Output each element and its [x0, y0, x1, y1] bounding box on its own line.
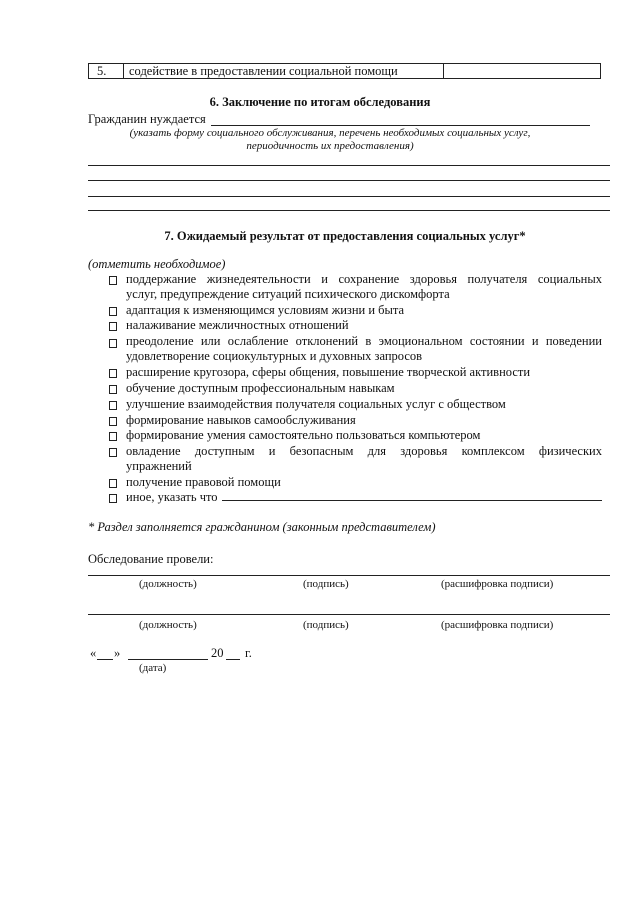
- date-quote-close: »: [114, 646, 121, 660]
- section6-hint-2: периодичность их предоставления): [246, 140, 414, 152]
- checkbox-8[interactable]: [109, 417, 117, 426]
- signature-caption-1: (подпись): [303, 578, 349, 590]
- survey-conducted-label: Обследование провели:: [88, 552, 214, 566]
- item-10-line1: овладение доступным и безопасным для здоровья комплексом физических: [126, 444, 602, 458]
- services-table-row: [88, 63, 601, 79]
- checkbox-10[interactable]: [109, 448, 117, 457]
- item-8: формирование навыков самообслуживания: [126, 413, 356, 427]
- signature-line-1[interactable]: [88, 575, 610, 576]
- checkbox-3[interactable]: [109, 322, 117, 331]
- section6-title: 6. Заключение по итогам обследования: [209, 95, 431, 109]
- item-4-line1: преодоление или ослабление отклонений в эмоциональном состоянии и поведении: [126, 334, 602, 348]
- item-7: улучшение взаимодействия получателя социальных услуг с обществом: [126, 397, 506, 411]
- section7-note: (отметить необходимое): [88, 257, 226, 271]
- item-1-line1: поддержание жизнедеятельности и сохранение здоровья получателя социальных: [126, 272, 602, 286]
- other-specify-line[interactable]: [222, 500, 602, 501]
- checkbox-2[interactable]: [109, 307, 117, 316]
- citizen-needs-line: [211, 125, 590, 126]
- date-year-line[interactable]: [226, 659, 240, 660]
- table-row-divider-1: [123, 64, 124, 78]
- date-quote-open: «: [90, 646, 97, 660]
- section7-title: 7. Ожидаемый результат от предоставления социальных услуг*: [164, 229, 526, 243]
- item-10-line2: упражнений: [126, 459, 192, 473]
- checkbox-11[interactable]: [109, 479, 117, 488]
- conclusion-line-2: [88, 180, 610, 181]
- citizen-needs-label: Гражданин нуждается: [88, 112, 206, 126]
- position-caption-2: (должность): [139, 619, 197, 631]
- item-1-line2: услуг, предупреждение ситуаций психического дискомфорта: [126, 287, 450, 301]
- position-caption-1: (должность): [139, 578, 197, 590]
- item-9: формирование умения самостоятельно пользоваться компьютером: [126, 428, 481, 442]
- checkbox-4[interactable]: [109, 339, 117, 348]
- item-11: получение правовой помощи: [126, 475, 281, 489]
- checkbox-9[interactable]: [109, 432, 117, 441]
- item-6: обучение доступным профессиональным навыкам: [126, 381, 395, 395]
- date-year-prefix: 20: [211, 646, 224, 660]
- date-month-line[interactable]: [128, 659, 208, 660]
- date-year-suffix: г.: [245, 646, 252, 660]
- date-caption: (дата): [139, 662, 167, 674]
- conclusion-line-1: [88, 165, 610, 166]
- item-4-line2: удовлетворение социокультурных и духовных запросов: [126, 349, 423, 363]
- item-2: адаптация к изменяющимся условиям жизни и быта: [126, 303, 405, 317]
- conclusion-line-3: [88, 196, 610, 197]
- item-3: налаживание межличностных отношений: [126, 318, 349, 332]
- checkbox-12[interactable]: [109, 494, 117, 503]
- table-row-divider-2: [443, 64, 444, 78]
- signature-line-2[interactable]: [88, 614, 610, 615]
- section6-hint-1: (указать форму социального обслуживания, перечень необходимых социальных услуг,: [129, 127, 531, 139]
- decoding-caption-1: (расшифровка подписи): [441, 578, 554, 590]
- table-row-number: 5.: [97, 64, 107, 78]
- checkbox-6[interactable]: [109, 385, 117, 394]
- checkbox-1[interactable]: [109, 276, 117, 285]
- signature-caption-2: (подпись): [303, 619, 349, 631]
- checkbox-5[interactable]: [109, 369, 117, 378]
- conclusion-line-4: [88, 210, 610, 211]
- table-row-text: содействие в предоставлении социальной помощи: [129, 64, 398, 78]
- section7-footnote: * Раздел заполняется гражданином (законным представителем): [88, 520, 436, 534]
- item-5: расширение кругозора, сферы общения, повышение творческой активности: [126, 365, 531, 379]
- date-day-line[interactable]: [97, 659, 113, 660]
- checkbox-7[interactable]: [109, 401, 117, 410]
- item-12: иное, указать что: [126, 490, 218, 504]
- decoding-caption-2: (расшифровка подписи): [441, 619, 554, 631]
